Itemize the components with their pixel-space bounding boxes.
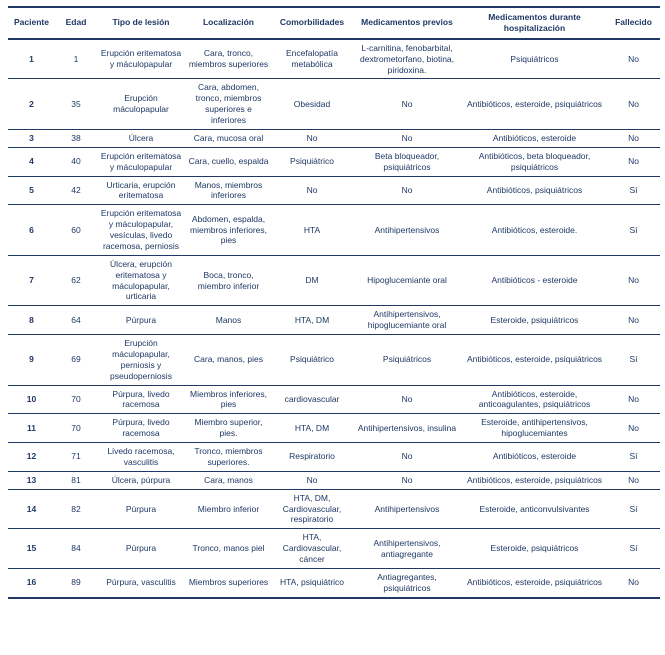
cell-edad: 40 (55, 147, 97, 176)
cell-medicamentos-hospitalizacion: Esteroide, psiquiátricos (462, 529, 607, 569)
cell-localizacion: Tronco, miembros superiores. (185, 443, 272, 472)
cell-tipo-de-lesion: Erupción máculopapular (97, 79, 185, 130)
cell-paciente: 8 (8, 306, 55, 335)
cell-paciente: 10 (8, 385, 55, 414)
cell-tipo-de-lesion: Úlcera, erupción eritematosa y máculopapular, urticaria (97, 255, 185, 306)
patient-row (8, 147, 660, 176)
cell-tipo-de-lesion: Erupción eritematosa y máculopapular, vesículas, livedo racemosa, perniosis (97, 205, 185, 256)
cell-medicamentos-previos: Antihipertensivos, hipoglucemiante oral (352, 306, 462, 335)
cell-comorbilidades: cardiovascular (272, 385, 352, 414)
cell-localizacion: Cara, manos, pies (185, 335, 272, 386)
cell-edad: 70 (55, 385, 97, 414)
cell-edad: 38 (55, 129, 97, 147)
header-row (8, 7, 660, 39)
cell-paciente: 9 (8, 335, 55, 386)
cell-localizacion: Cara, manos (185, 471, 272, 489)
cell-localizacion: Tronco, manos piel (185, 529, 272, 569)
patient-row (8, 335, 660, 386)
cell-medicamentos-previos: Psiquiátricos (352, 335, 462, 386)
cell-medicamentos-previos: Antihipertensivos, antiagregante (352, 529, 462, 569)
cell-comorbilidades: HTA, Cardiovascular, cáncer (272, 529, 352, 569)
patient-row (8, 568, 660, 597)
cell-fallecido: No (607, 471, 660, 489)
cell-medicamentos-previos: Beta bloqueador, psiquiátricos (352, 147, 462, 176)
cell-medicamentos-previos: No (352, 79, 462, 130)
cell-comorbilidades: Psiquiátrico (272, 147, 352, 176)
cell-medicamentos-previos: Antihipertensivos (352, 489, 462, 529)
patient-row (8, 414, 660, 443)
col-header-paciente: Paciente (8, 7, 55, 39)
cell-edad: 64 (55, 306, 97, 335)
col-header-edad: Edad (55, 7, 97, 39)
cell-edad: 70 (55, 414, 97, 443)
cell-medicamentos-hospitalizacion: Antibióticos - esteroide (462, 255, 607, 306)
patient-row (8, 129, 660, 147)
cell-tipo-de-lesion: Púrpura, vasculitis (106, 577, 176, 588)
cell-paciente: 12 (8, 443, 55, 472)
cell-tipo-de-lesion: Púrpura, livedo racemosa (97, 414, 185, 443)
cell-paciente: 11 (8, 414, 55, 443)
cell-tipo-de-lesion: Púrpura (97, 529, 185, 569)
cell-medicamentos-hospitalizacion: Antibióticos, esteroide (462, 443, 607, 472)
col-header-medicamentos-previos: Medicamentos previos (352, 7, 462, 39)
cell-comorbilidades: HTA, psiquiátrico (279, 577, 345, 588)
cell-medicamentos-hospitalizacion: Antibióticos, esteroide, psiquiátricos (462, 79, 607, 130)
cell-fallecido: No (607, 129, 660, 147)
cell-localizacion: Miembros inferiores, pies (185, 385, 272, 414)
cell-fallecido: No (607, 385, 660, 414)
cell-localizacion: Boca, tronco, miembro inferior (185, 255, 272, 306)
cell-edad: 42 (55, 176, 97, 205)
cell-paciente: 7 (8, 255, 55, 306)
cell-medicamentos-hospitalizacion: Antibióticos, esteroide. (462, 205, 607, 256)
cell-medicamentos-hospitalizacion: Antibióticos, esteroide, psiquiátricos (462, 335, 607, 386)
cell-medicamentos-hospitalizacion: Antibióticos, beta bloqueador, psiquiátricos (462, 147, 607, 176)
col-header-tipo-de-lesion: Tipo de lesión (97, 7, 185, 39)
cell-medicamentos-previos: No (352, 129, 462, 147)
cell-localizacion: Manos (185, 306, 272, 335)
cell-tipo-de-lesion: Púrpura (97, 489, 185, 529)
cell-fallecido: Sí (607, 335, 660, 386)
cell-medicamentos-previos: No (352, 471, 462, 489)
cell-medicamentos-hospitalizacion: Esteroide, antihipertensivos, hipoglucemiantes (462, 414, 607, 443)
patient-row (8, 385, 660, 414)
cell-edad: 35 (55, 79, 97, 130)
cell-tipo-de-lesion: Púrpura, livedo racemosa (97, 385, 185, 414)
cell-medicamentos-previos: No (352, 176, 462, 205)
cell-medicamentos-previos: L-carnitina, fenobarbital, dextrometorfano, biotina, piridoxina. (352, 39, 462, 79)
cell-tipo-de-lesion: Erupción eritematosa y máculopapular (97, 39, 185, 79)
patient-row (8, 176, 660, 205)
patient-row (8, 39, 660, 79)
cell-tipo-de-lesion: Úlcera, púrpura (97, 471, 185, 489)
cell-localizacion: Miembros superiores (188, 577, 269, 588)
cell-medicamentos-hospitalizacion: Psiquiátricos (462, 39, 607, 79)
cell-comorbilidades: No (272, 129, 352, 147)
patient-row (8, 529, 660, 569)
patient-row (8, 79, 660, 130)
cell-edad: 84 (55, 529, 97, 569)
cell-fallecido: No (607, 79, 660, 130)
col-header-localizacion: Localización (185, 7, 272, 39)
cell-tipo-de-lesion: Erupción eritematosa y máculopapular (97, 147, 185, 176)
cell-medicamentos-hospitalizacion: Antibióticos, esteroide, psiquiátricos (462, 471, 607, 489)
cell-fallecido: Sí (607, 529, 660, 569)
cell-localizacion: Cara, tronco, miembros superiores (185, 39, 272, 79)
cell-fallecido: No (607, 306, 660, 335)
cell-fallecido: Sí (607, 443, 660, 472)
cell-medicamentos-previos: Antiagregantes, psiquiátricos (377, 571, 437, 593)
cell-comorbilidades: DM (272, 255, 352, 306)
cell-localizacion: Abdomen, espalda, miembros inferiores, pies (185, 205, 272, 256)
cell-comorbilidades: Encefalopatía metabólica (272, 39, 352, 79)
cell-medicamentos-previos: No (352, 385, 462, 414)
cell-localizacion: Miembro inferior (185, 489, 272, 529)
cell-edad: 71 (55, 443, 97, 472)
cell-paciente: 6 (8, 205, 55, 256)
cell-medicamentos-hospitalizacion: Antibióticos, esteroide, psiquiátricos (466, 577, 603, 588)
cell-medicamentos-hospitalizacion: Esteroide, psiquiátricos (462, 306, 607, 335)
cell-paciente: 5 (8, 176, 55, 205)
cell-edad: 69 (55, 335, 97, 386)
cell-comorbilidades: No (272, 471, 352, 489)
cell-comorbilidades: Respiratorio (272, 443, 352, 472)
cell-comorbilidades: Psiquiátrico (272, 335, 352, 386)
cell-edad: 82 (55, 489, 97, 529)
cell-fallecido: Sí (607, 205, 660, 256)
cell-medicamentos-hospitalizacion: Esteroide, anticonvulsivantes (462, 489, 607, 529)
cell-medicamentos-previos: Antihipertensivos, insulina (352, 414, 462, 443)
cell-comorbilidades: No (272, 176, 352, 205)
cell-paciente: 4 (8, 147, 55, 176)
cell-comorbilidades: HTA (272, 205, 352, 256)
cell-medicamentos-previos: Hipoglucemiante oral (352, 255, 462, 306)
cell-tipo-de-lesion: Púrpura (97, 306, 185, 335)
cell-edad: 89 (71, 577, 81, 588)
cell-medicamentos-previos: Antihipertensivos (352, 205, 462, 256)
cell-tipo-de-lesion: Erupción máculopapular, perniosis y pseudoperniosis (97, 335, 185, 386)
cell-medicamentos-hospitalizacion: Antibióticos, esteroide, anticoagulantes, psiquiátricos (462, 385, 607, 414)
cell-fallecido: Sí (607, 176, 660, 205)
patient-row (8, 443, 660, 472)
cell-edad: 62 (55, 255, 97, 306)
cell-localizacion: Cara, abdomen, tronco, miembros superiores e inferiores (185, 79, 272, 130)
cell-localizacion: Cara, mucosa oral (185, 129, 272, 147)
cell-edad: 81 (55, 471, 97, 489)
patient-row (8, 471, 660, 489)
cell-paciente: 13 (8, 471, 55, 489)
cell-medicamentos-hospitalizacion: Antibióticos, esteroide (462, 129, 607, 147)
cell-localizacion: Manos, miembros inferiores (185, 176, 272, 205)
cell-medicamentos-hospitalizacion: Antibióticos, psiquiátricos (462, 176, 607, 205)
cell-fallecido: No (607, 255, 660, 306)
cell-medicamentos-previos: No (352, 443, 462, 472)
cell-comorbilidades: HTA, DM (272, 306, 352, 335)
cell-tipo-de-lesion: Livedo racemosa, vasculitis (97, 443, 185, 472)
cell-fallecido: No (607, 147, 660, 176)
patient-row (8, 489, 660, 529)
cell-paciente: 14 (8, 489, 55, 529)
cell-fallecido: No (607, 414, 660, 443)
patient-row (8, 205, 660, 256)
patient-characteristics-table (8, 6, 660, 599)
col-header-fallecido: Fallecido (607, 7, 660, 39)
cell-comorbilidades: HTA, DM, Cardiovascular, respiratorio (272, 489, 352, 529)
cell-paciente: 2 (8, 79, 55, 130)
cell-edad: 1 (55, 39, 97, 79)
cell-paciente: 15 (8, 529, 55, 569)
cell-comorbilidades: Obesidad (272, 79, 352, 130)
patient-row (8, 306, 660, 335)
cell-tipo-de-lesion: Úlcera (97, 129, 185, 147)
cell-comorbilidades: HTA, DM (272, 414, 352, 443)
patient-row (8, 255, 660, 306)
cell-paciente: 1 (8, 39, 55, 79)
cell-paciente: 16 (26, 577, 37, 588)
cell-tipo-de-lesion: Urticaria, erupción eritematosa (97, 176, 185, 205)
cell-localizacion: Cara, cuello, espalda (185, 147, 272, 176)
cell-fallecido: Sí (607, 489, 660, 529)
cell-localizacion: Miembro superior, pies. (185, 414, 272, 443)
col-header-comorbilidades: Comorbilidades (272, 7, 352, 39)
cell-fallecido: No (628, 577, 639, 588)
cell-fallecido: No (607, 39, 660, 79)
cell-edad: 60 (55, 205, 97, 256)
cell-paciente: 3 (8, 129, 55, 147)
col-header-medicamentos-hospitalizacion: Medicamentos durante hospitalización (462, 7, 607, 39)
